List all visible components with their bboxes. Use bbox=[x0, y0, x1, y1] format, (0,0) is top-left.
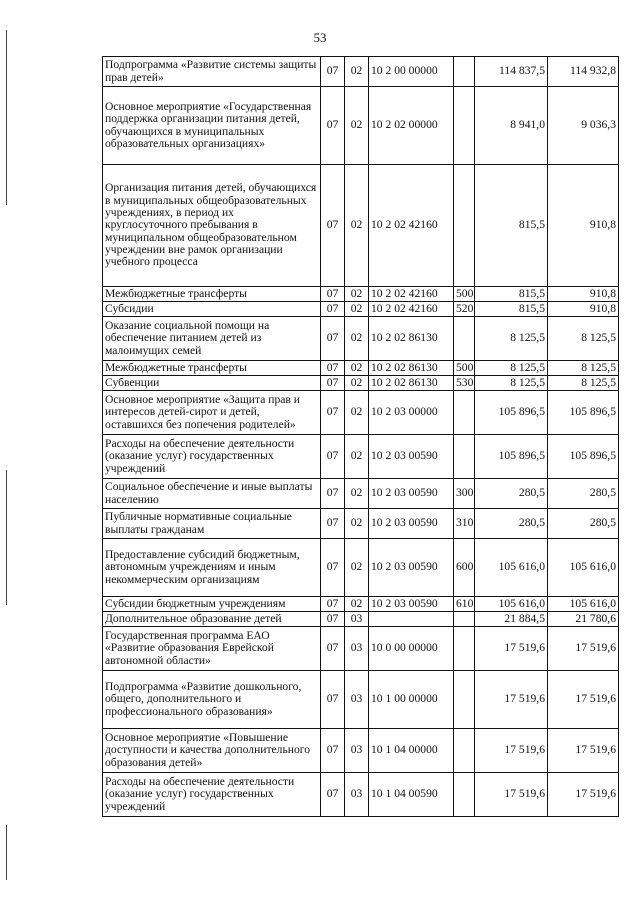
row-name: Подпрограмма «Развитие дошкольного, общего, дополнительного и профессионального образования» bbox=[103, 671, 321, 729]
row-expense-type: 500 bbox=[454, 361, 475, 376]
row-name: Дополнительное образование детей bbox=[103, 612, 321, 627]
row-amount-year2: 280,5 bbox=[548, 479, 619, 509]
row-section: 07 bbox=[321, 773, 345, 817]
row-target-code bbox=[369, 612, 454, 627]
row-section: 07 bbox=[321, 302, 345, 317]
row-name: Основное мероприятие «Повышение доступности и качества дополнительного образования детей» bbox=[103, 729, 321, 773]
row-expense-type bbox=[454, 671, 475, 729]
row-amount-year1: 105 616,0 bbox=[475, 539, 548, 597]
table-row bbox=[103, 361, 619, 376]
table-row bbox=[103, 302, 619, 317]
row-subsection: 02 bbox=[345, 539, 369, 597]
table-row bbox=[103, 165, 619, 287]
row-section: 07 bbox=[321, 627, 345, 671]
row-amount-year2: 17 519,6 bbox=[548, 671, 619, 729]
row-section: 07 bbox=[321, 539, 345, 597]
budget-table bbox=[102, 56, 619, 817]
row-subsection: 02 bbox=[345, 435, 369, 479]
row-target-code: 10 2 02 00000 bbox=[369, 87, 454, 165]
row-section: 07 bbox=[321, 597, 345, 612]
row-expense-type bbox=[454, 57, 475, 87]
row-section: 07 bbox=[321, 287, 345, 302]
row-section: 07 bbox=[321, 87, 345, 165]
row-amount-year1: 280,5 bbox=[475, 509, 548, 539]
row-name: Субсидии бюджетным учреждениям bbox=[103, 597, 321, 612]
row-expense-type bbox=[454, 773, 475, 817]
row-expense-type: 310 bbox=[454, 509, 475, 539]
row-amount-year2: 114 932,8 bbox=[548, 57, 619, 87]
row-subsection: 02 bbox=[345, 479, 369, 509]
row-section: 07 bbox=[321, 391, 345, 435]
row-target-code: 10 2 02 86130 bbox=[369, 361, 454, 376]
row-target-code: 10 2 02 42160 bbox=[369, 287, 454, 302]
row-target-code: 10 2 03 00590 bbox=[369, 539, 454, 597]
row-amount-year1: 280,5 bbox=[475, 479, 548, 509]
row-expense-type: 300 bbox=[454, 479, 475, 509]
table-row bbox=[103, 317, 619, 361]
row-expense-type: 610 bbox=[454, 597, 475, 612]
row-expense-type: 500 bbox=[454, 287, 475, 302]
row-amount-year2: 105 896,5 bbox=[548, 391, 619, 435]
row-amount-year2: 910,8 bbox=[548, 165, 619, 287]
row-amount-year2: 17 519,6 bbox=[548, 627, 619, 671]
row-target-code: 10 2 03 00590 bbox=[369, 435, 454, 479]
row-subsection: 03 bbox=[345, 671, 369, 729]
row-subsection: 02 bbox=[345, 317, 369, 361]
row-expense-type bbox=[454, 435, 475, 479]
row-amount-year2: 21 780,6 bbox=[548, 612, 619, 627]
row-amount-year2: 105 616,0 bbox=[548, 539, 619, 597]
row-amount-year1: 8 125,5 bbox=[475, 317, 548, 361]
row-target-code: 10 2 03 00000 bbox=[369, 391, 454, 435]
row-target-code: 10 2 02 42160 bbox=[369, 165, 454, 287]
row-amount-year1: 815,5 bbox=[475, 287, 548, 302]
row-name: Субвенции bbox=[103, 376, 321, 391]
row-expense-type bbox=[454, 627, 475, 671]
table-row bbox=[103, 479, 619, 509]
table-row bbox=[103, 87, 619, 165]
row-subsection: 02 bbox=[345, 87, 369, 165]
row-amount-year1: 105 616,0 bbox=[475, 597, 548, 612]
row-target-code: 10 2 02 86130 bbox=[369, 317, 454, 361]
table-row bbox=[103, 435, 619, 479]
row-amount-year1: 815,5 bbox=[475, 165, 548, 287]
row-name: Основное мероприятие «Защита прав и интересов детей-сирот и детей, оставшихся без попечения родителей» bbox=[103, 391, 321, 435]
row-amount-year1: 17 519,6 bbox=[475, 671, 548, 729]
row-amount-year1: 114 837,5 bbox=[475, 57, 548, 87]
row-amount-year1: 815,5 bbox=[475, 302, 548, 317]
table-row bbox=[103, 671, 619, 729]
row-subsection: 03 bbox=[345, 729, 369, 773]
row-name: Расходы на обеспечение деятельности (оказание услуг) государственных учреждений bbox=[103, 773, 321, 817]
row-subsection: 02 bbox=[345, 509, 369, 539]
row-name: Социальное обеспечение и иные выплаты населению bbox=[103, 479, 321, 509]
row-amount-year1: 8 125,5 bbox=[475, 361, 548, 376]
table-row bbox=[103, 509, 619, 539]
row-amount-year2: 9 036,3 bbox=[548, 87, 619, 165]
row-target-code: 10 2 00 00000 bbox=[369, 57, 454, 87]
row-target-code: 10 2 03 00590 bbox=[369, 509, 454, 539]
row-section: 07 bbox=[321, 165, 345, 287]
row-name: Оказание социальной помощи на обеспечение питанием детей из малоимущих семей bbox=[103, 317, 321, 361]
row-name: Межбюджетные трансферты bbox=[103, 361, 321, 376]
row-amount-year2: 8 125,5 bbox=[548, 376, 619, 391]
table-row bbox=[103, 391, 619, 435]
row-section: 07 bbox=[321, 671, 345, 729]
row-amount-year2: 105 616,0 bbox=[548, 597, 619, 612]
row-amount-year1: 8 941,0 bbox=[475, 87, 548, 165]
row-amount-year2: 910,8 bbox=[548, 302, 619, 317]
row-expense-type bbox=[454, 612, 475, 627]
row-section: 07 bbox=[321, 509, 345, 539]
row-name: Организация питания детей, обучающихся в муниципальных общеобразовательных учреждениях, в период их круглосуточного пребывания в муниципальном общеобразовательном учреждении вне рамок организации учебного процесса bbox=[103, 165, 321, 287]
row-section: 07 bbox=[321, 57, 345, 87]
margin-line bbox=[6, 470, 7, 605]
row-expense-type: 600 bbox=[454, 539, 475, 597]
row-section: 07 bbox=[321, 361, 345, 376]
row-name: Государственная программа ЕАО «Развитие образования Еврейской автономной области» bbox=[103, 627, 321, 671]
row-target-code: 10 1 04 00000 bbox=[369, 729, 454, 773]
row-subsection: 02 bbox=[345, 361, 369, 376]
row-amount-year2: 8 125,5 bbox=[548, 317, 619, 361]
row-subsection: 02 bbox=[345, 165, 369, 287]
row-subsection: 03 bbox=[345, 773, 369, 817]
row-target-code: 10 1 00 00000 bbox=[369, 671, 454, 729]
row-expense-type: 520 bbox=[454, 302, 475, 317]
row-subsection: 02 bbox=[345, 302, 369, 317]
row-subsection: 02 bbox=[345, 376, 369, 391]
row-name: Предоставление субсидий бюджетным, автономным учреждениям и иным некоммерческим организациям bbox=[103, 539, 321, 597]
row-target-code: 10 2 03 00590 bbox=[369, 479, 454, 509]
row-section: 07 bbox=[321, 435, 345, 479]
row-amount-year2: 910,8 bbox=[548, 287, 619, 302]
row-section: 07 bbox=[321, 376, 345, 391]
row-name: Публичные нормативные социальные выплаты гражданам bbox=[103, 509, 321, 539]
table-row bbox=[103, 729, 619, 773]
page-number: 53 bbox=[313, 30, 327, 45]
row-amount-year1: 21 884,5 bbox=[475, 612, 548, 627]
row-subsection: 02 bbox=[345, 391, 369, 435]
row-expense-type bbox=[454, 317, 475, 361]
row-subsection: 03 bbox=[345, 627, 369, 671]
row-expense-type bbox=[454, 165, 475, 287]
row-section: 07 bbox=[321, 479, 345, 509]
table-row bbox=[103, 376, 619, 391]
row-target-code: 10 2 02 42160 bbox=[369, 302, 454, 317]
row-expense-type bbox=[454, 729, 475, 773]
row-subsection: 02 bbox=[345, 597, 369, 612]
row-subsection: 03 bbox=[345, 612, 369, 627]
row-amount-year2: 17 519,6 bbox=[548, 773, 619, 817]
row-section: 07 bbox=[321, 612, 345, 627]
row-subsection: 02 bbox=[345, 57, 369, 87]
margin-line bbox=[6, 30, 7, 205]
row-section: 07 bbox=[321, 729, 345, 773]
row-amount-year2: 8 125,5 bbox=[548, 361, 619, 376]
row-expense-type: 530 bbox=[454, 376, 475, 391]
row-subsection: 02 bbox=[345, 287, 369, 302]
margin-line bbox=[6, 825, 7, 880]
row-target-code: 10 0 00 00000 bbox=[369, 627, 454, 671]
table-body bbox=[103, 57, 619, 817]
row-amount-year2: 105 896,5 bbox=[548, 435, 619, 479]
table-row bbox=[103, 773, 619, 817]
row-target-code: 10 2 03 00590 bbox=[369, 597, 454, 612]
row-section: 07 bbox=[321, 317, 345, 361]
row-name: Субсидии bbox=[103, 302, 321, 317]
row-amount-year1: 17 519,6 bbox=[475, 773, 548, 817]
row-name: Основное мероприятие «Государственная поддержка организации питания детей, обучающихся в муниципальных образовательных организациях» bbox=[103, 87, 321, 165]
row-amount-year1: 8 125,5 bbox=[475, 376, 548, 391]
row-amount-year2: 17 519,6 bbox=[548, 729, 619, 773]
row-amount-year1: 17 519,6 bbox=[475, 627, 548, 671]
row-expense-type bbox=[454, 391, 475, 435]
row-amount-year1: 105 896,5 bbox=[475, 391, 548, 435]
row-name: Межбюджетные трансферты bbox=[103, 287, 321, 302]
table-row bbox=[103, 597, 619, 612]
row-amount-year1: 17 519,6 bbox=[475, 729, 548, 773]
row-amount-year2: 280,5 bbox=[548, 509, 619, 539]
table-row bbox=[103, 287, 619, 302]
row-target-code: 10 2 02 86130 bbox=[369, 376, 454, 391]
table-row bbox=[103, 627, 619, 671]
row-name: Подпрограмма «Развитие системы защиты прав детей» bbox=[103, 57, 321, 87]
row-name: Расходы на обеспечение деятельности (оказание услуг) государственных учреждений bbox=[103, 435, 321, 479]
table-row bbox=[103, 57, 619, 87]
row-target-code: 10 1 04 00590 bbox=[369, 773, 454, 817]
row-expense-type bbox=[454, 87, 475, 165]
table-row bbox=[103, 612, 619, 627]
row-amount-year1: 105 896,5 bbox=[475, 435, 548, 479]
table-row bbox=[103, 539, 619, 597]
